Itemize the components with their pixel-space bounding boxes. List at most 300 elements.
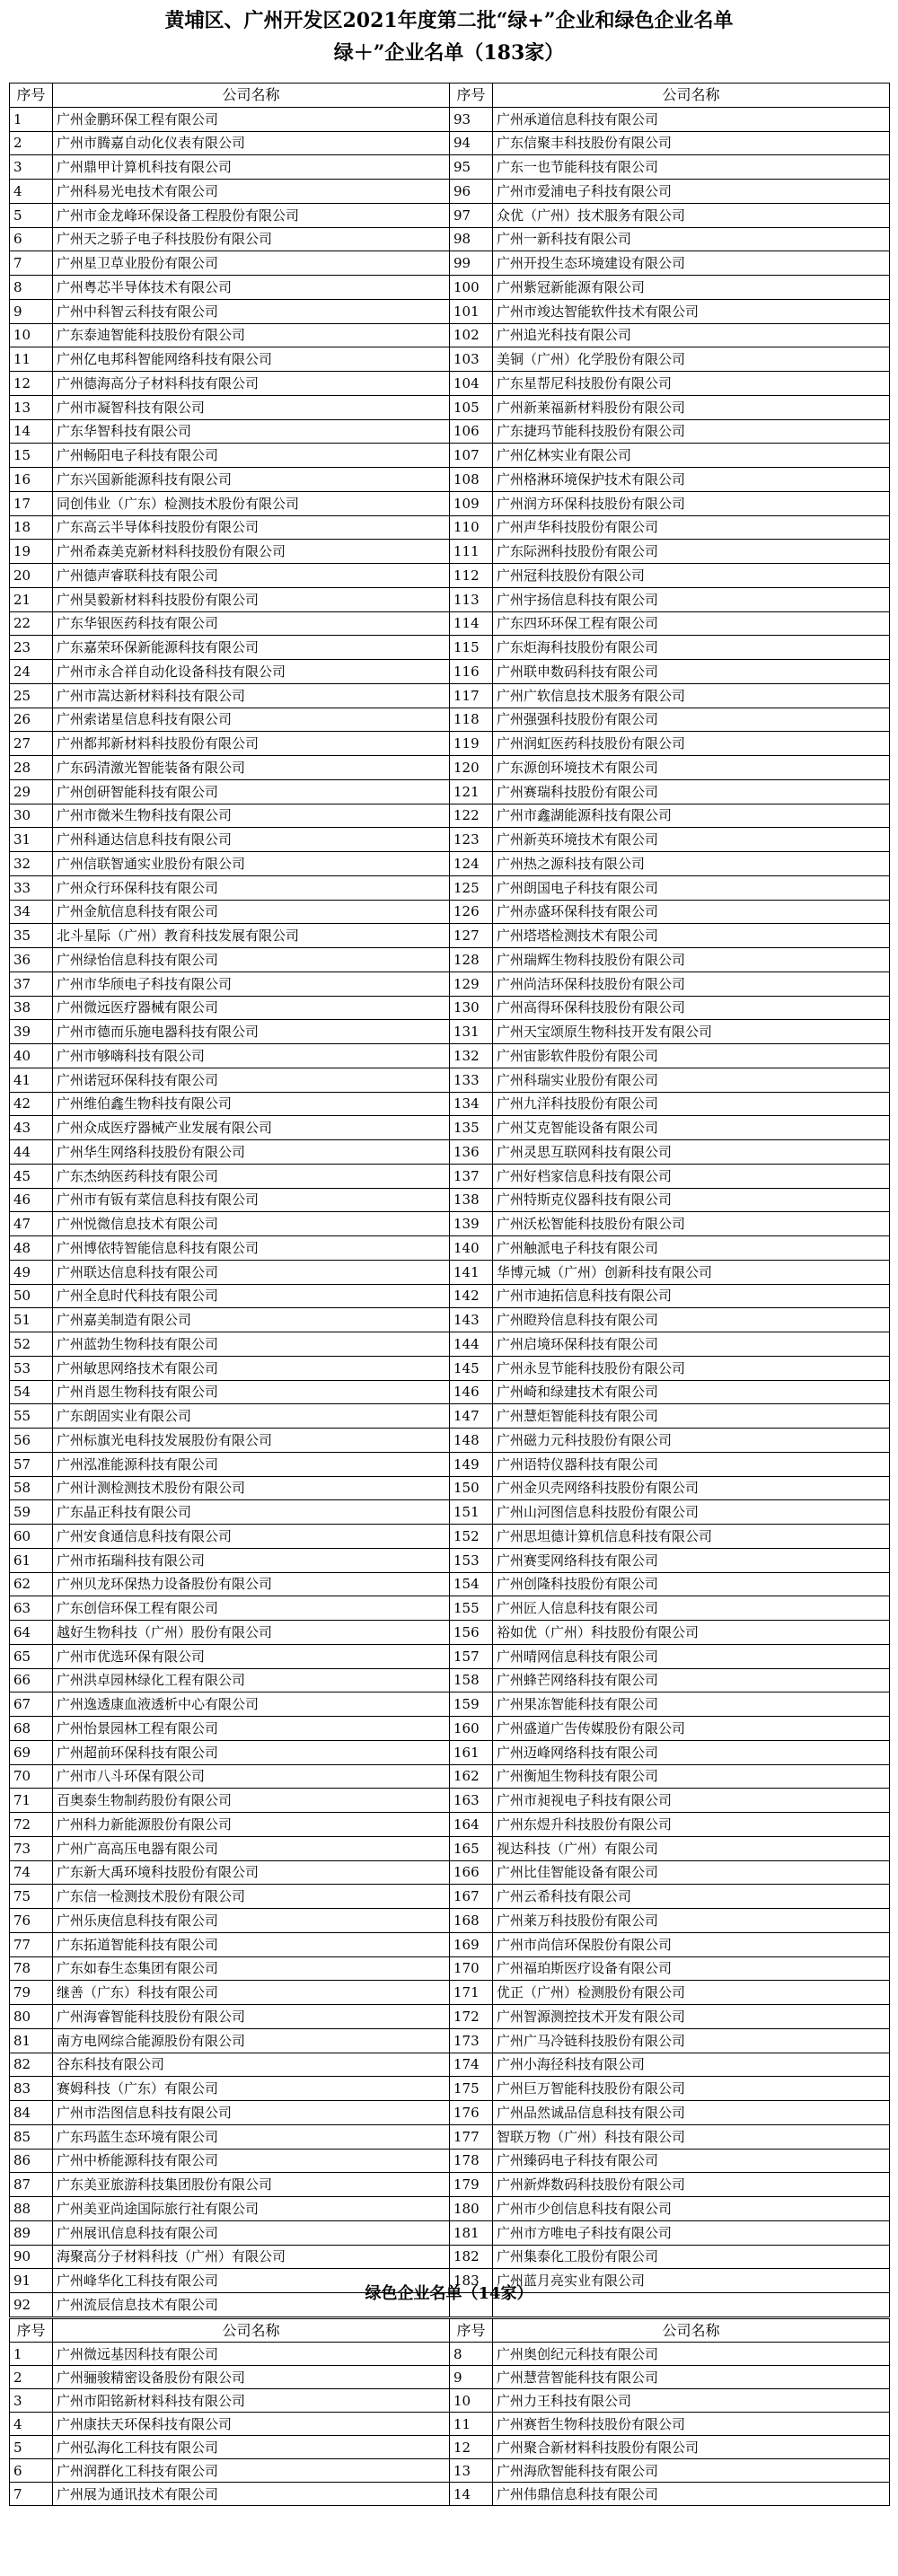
table-row [10,155,890,180]
company-number: 35 [10,924,53,948]
company-number: 115 [450,636,493,660]
company-name: 广州赛雯网络科技有限公司 [493,1548,890,1572]
company-name: 广州承道信息科技有限公司 [493,107,890,131]
company-name: 广州一新科技有限公司 [493,227,890,251]
company-name: 广东朗固实业有限公司 [53,1404,450,1429]
company-name: 谷东科技有限公司 [53,2053,450,2077]
company-name: 继善（广东）科技有限公司 [53,1981,450,2005]
table-row [10,2101,890,2125]
company-name: 广东际洲科技股份有限公司 [493,540,890,564]
table-row [10,1236,890,1261]
company-name: 广州匠人信息科技有限公司 [493,1596,890,1621]
company-number: 157 [450,1644,493,1668]
company-name: 广州联达信息科技有限公司 [53,1260,450,1284]
company-number: 13 [10,395,53,419]
company-number: 144 [450,1332,493,1357]
company-number: 3 [10,2389,53,2413]
table-row [10,660,890,684]
company-number: 152 [450,1525,493,1549]
table-row [10,2389,890,2413]
company-name: 广州流辰信息技术有限公司 [53,2293,450,2317]
table-row [10,1956,890,1981]
company-number: 5 [10,2436,53,2459]
company-name: 广州永昱节能科技股份有限公司 [493,1356,890,1380]
company-name: 广州云希科技有限公司 [493,1885,890,1909]
table-row [10,1092,890,1116]
company-number: 2 [10,131,53,155]
company-number: 37 [10,971,53,996]
company-number: 14 [10,419,53,444]
company-name: 广州全息时代科技有限公司 [53,1284,450,1308]
company-number: 101 [450,299,493,323]
company-name: 广东华银医药科技有限公司 [53,611,450,636]
table-row [10,611,890,636]
company-number: 21 [10,587,53,611]
company-name: 广州聚合新材料科技股份有限公司 [493,2436,890,2459]
company-number: 107 [450,444,493,468]
table-row [10,1476,890,1500]
company-number: 106 [450,419,493,444]
table-row [10,2459,890,2483]
company-name: 越好生物科技（广州）股份有限公司 [53,1621,450,1645]
company-name: 广州市华颀电子科技有限公司 [53,971,450,996]
table-row [10,2077,890,2101]
company-number: 49 [10,1260,53,1284]
company-name: 广州亿林实业有限公司 [493,444,890,468]
company-number: 6 [10,2459,53,2483]
company-number: 11 [450,2413,493,2436]
table-row [10,1668,890,1692]
company-number: 3 [10,155,53,180]
company-name: 广州安食通信息科技有限公司 [53,1525,450,1549]
company-number: 169 [450,1932,493,1956]
company-number: 111 [450,540,493,564]
table-row [10,828,890,852]
company-number: 118 [450,708,493,732]
company-number: 69 [10,1740,53,1764]
table-row [10,1717,890,1741]
company-name: 广州金航信息科技有限公司 [53,900,450,924]
table-row [10,1068,890,1092]
company-name: 广州超前环保科技有限公司 [53,1740,450,1764]
company-name: 广东美亚旅游科技集团股份有限公司 [53,2173,450,2197]
company-name: 视达科技（广州）有限公司 [493,1836,890,1860]
company-name: 广州巨万智能科技股份有限公司 [493,2077,890,2101]
company-number: 66 [10,1668,53,1692]
company-number: 141 [450,1260,493,1284]
company-name: 广州逸透康血液透析中心有限公司 [53,1692,450,1717]
table-row [10,1404,890,1429]
company-name: 广州力王科技有限公司 [493,2389,890,2413]
table-row [10,2483,890,2506]
company-number: 12 [10,372,53,396]
company-name: 广州灵思互联网科技有限公司 [493,1140,890,1165]
company-name: 广东炬海科技股份有限公司 [493,636,890,660]
company-name: 广东捷玛节能科技股份有限公司 [493,419,890,444]
company-name: 美铜（广州）化学股份有限公司 [493,347,890,372]
company-name: 广州都邦新材料科技股份有限公司 [53,732,450,756]
table-row [10,1164,890,1188]
company-number: 38 [10,996,53,1020]
company-number: 124 [450,852,493,876]
company-name: 广州鼎甲计算机科技有限公司 [53,155,450,180]
table-row [10,227,890,251]
table-row [10,444,890,468]
company-number: 95 [450,155,493,180]
company-name: 广东源创环境技术有限公司 [493,756,890,780]
company-name: 广州乐庚信息科技有限公司 [53,1909,450,1933]
company-number: 56 [10,1429,53,1453]
company-number: 87 [10,2173,53,2197]
company-name: 广州弘海化工科技有限公司 [53,2436,450,2459]
company-number: 128 [450,948,493,972]
company-number: 72 [10,1813,53,1837]
company-number: 50 [10,1284,53,1308]
company-number: 153 [450,1548,493,1572]
company-name: 广州衡旭生物科技有限公司 [493,1764,890,1789]
company-name: 广州美亚尚途国际旅行社有限公司 [53,2197,450,2221]
company-number: 91 [10,2269,53,2293]
table-row [10,2005,890,2029]
company-number: 122 [450,804,493,828]
company-name: 广东晶正科技有限公司 [53,1500,450,1525]
table-row [10,2220,890,2245]
header-num: 序号 [450,2319,493,2343]
table-row [10,996,890,1020]
company-name: 广州博依特智能信息科技有限公司 [53,1236,450,1261]
company-name: 广东信一检测技术股份有限公司 [53,1885,450,1909]
table-row [10,1356,890,1380]
table-row [10,1020,890,1044]
company-name: 广州集泰化工股份有限公司 [493,2245,890,2269]
company-number: 2 [10,2366,53,2389]
company-name: 广州新烨数码科技股份有限公司 [493,2173,890,2197]
company-number: 109 [450,491,493,515]
company-number: 9 [10,299,53,323]
table-row [10,1981,890,2005]
company-number: 90 [10,2245,53,2269]
company-number: 94 [450,131,493,155]
company-number: 97 [450,203,493,227]
company-number: 11 [10,347,53,372]
company-name: 广州畅阳电子科技有限公司 [53,444,450,468]
company-name: 广州金鹏环保工程有限公司 [53,107,450,131]
company-name: 广州洪卓园林绿化工程有限公司 [53,1668,450,1692]
company-name: 广州敏思网络技术有限公司 [53,1356,450,1380]
company-number: 55 [10,1404,53,1429]
company-name: 广州贝龙环保热力设备股份有限公司 [53,1572,450,1596]
company-name: 广州肖恩生物科技有限公司 [53,1380,450,1404]
company-name: 广州计测检测技术股份有限公司 [53,1476,450,1500]
company-number: 92 [10,2293,53,2317]
company-number: 18 [10,515,53,540]
company-name: 广东嘉荣环保新能源科技有限公司 [53,636,450,660]
company-name: 广州诺冠环保科技有限公司 [53,1068,450,1092]
company-number: 182 [450,2245,493,2269]
company-name: 广州奥创纪元科技有限公司 [493,2343,890,2366]
table-row [10,1860,890,1885]
company-number: 173 [450,2028,493,2053]
company-name: 广州众行环保科技有限公司 [53,875,450,900]
company-name: 广州科易光电技术有限公司 [53,180,450,204]
table-row [10,1140,890,1165]
table-row [10,419,890,444]
company-name: 广州开投生态环境建设有限公司 [493,251,890,276]
table-row [10,2028,890,2053]
company-name: 广州紫冠新能源有限公司 [493,276,890,300]
table-row [10,1212,890,1236]
table-row [10,1572,890,1596]
company-number: 131 [450,1020,493,1044]
company-number: 112 [450,564,493,588]
company-name: 广州朗国电子科技有限公司 [493,875,890,900]
table-row [10,1644,890,1668]
table-row [10,1596,890,1621]
company-name: 广州盛道广告传媒股份有限公司 [493,1717,890,1741]
company-name: 广州展为通讯技术有限公司 [53,2483,450,2506]
company-number: 82 [10,2053,53,2077]
company-name: 广州怡景园林工程有限公司 [53,1717,450,1741]
company-number: 154 [450,1572,493,1596]
company-name: 广州蓝月亮实业有限公司 [493,2269,890,2293]
company-name: 广州市八斗环保有限公司 [53,1764,450,1789]
company-number: 28 [10,756,53,780]
header-name: 公司名称 [493,84,890,108]
table-row [10,1789,890,1813]
company-name: 广州标旗光电科技发展股份有限公司 [53,1429,450,1453]
company-number: 149 [450,1452,493,1476]
company-number: 104 [450,372,493,396]
company-name: 广东泰迪智能科技股份有限公司 [53,323,450,347]
company-number: 88 [10,2197,53,2221]
table-row [10,636,890,660]
company-name: 百奥泰生物制药股份有限公司 [53,1789,450,1813]
company-number: 46 [10,1188,53,1212]
company-name: 广州市少创信息科技有限公司 [493,2197,890,2221]
company-number: 63 [10,1596,53,1621]
company-number: 132 [450,1044,493,1068]
company-number: 158 [450,1668,493,1692]
company-number: 120 [450,756,493,780]
table-row [10,251,890,276]
company-number: 33 [10,875,53,900]
company-number: 8 [10,276,53,300]
company-name: 广州润虹医药科技股份有限公司 [493,732,890,756]
company-number: 74 [10,1860,53,1885]
table-row [10,107,890,131]
company-number: 178 [450,2149,493,2173]
company-name: 广州市拓瑞科技有限公司 [53,1548,450,1572]
company-name: 广州新英环境技术有限公司 [493,828,890,852]
company-number: 44 [10,1140,53,1165]
company-number: 156 [450,1621,493,1645]
table-row [10,1380,890,1404]
company-number: 7 [10,251,53,276]
company-number: 103 [450,347,493,372]
company-name: 广州创隆科技股份有限公司 [493,1572,890,1596]
company-name: 广州沃松智能科技股份有限公司 [493,1212,890,1236]
company-number: 29 [10,779,53,804]
table-row [10,372,890,396]
company-number: 170 [450,1956,493,1981]
company-name: 广州思坦德计算机信息科技有限公司 [493,1525,890,1549]
company-number: 175 [450,2077,493,2101]
company-name: 广州塔塔检测技术有限公司 [493,924,890,948]
table-row [10,1284,890,1308]
company-name: 广州市金龙峰环保设备工程股份有限公司 [53,203,450,227]
company-number: 179 [450,2173,493,2197]
table-row [10,468,890,492]
header-num: 序号 [10,84,53,108]
company-number: 51 [10,1308,53,1332]
table-row [10,1764,890,1789]
company-name: 广东兴国新能源科技有限公司 [53,468,450,492]
company-number: 143 [450,1308,493,1332]
company-name: 广州迈峰网络科技有限公司 [493,1740,890,1764]
header-name: 公司名称 [53,2319,450,2343]
company-name: 广州科力新能源股份有限公司 [53,1813,450,1837]
company-number: 71 [10,1789,53,1813]
company-number: 83 [10,2077,53,2101]
company-name: 广州维伯鑫生物科技有限公司 [53,1092,450,1116]
company-name: 广州瞪羚信息科技有限公司 [493,1308,890,1332]
company-name: 广州市尚信环保股份有限公司 [493,1932,890,1956]
company-number: 183 [450,2269,493,2293]
company-number: 96 [450,180,493,204]
table-row [10,804,890,828]
company-name: 广州尚洁环保科技股份有限公司 [493,971,890,996]
table-row [10,1332,890,1357]
company-number: 10 [10,323,53,347]
company-name: 广州信联智通实业股份有限公司 [53,852,450,876]
company-name: 广州昊毅新材料科技股份有限公司 [53,587,450,611]
company-number: 47 [10,1212,53,1236]
company-number: 116 [450,660,493,684]
company-name: 广州泓准能源科技有限公司 [53,1452,450,1476]
company-name: 广州赤盛环保科技有限公司 [493,900,890,924]
company-name: 广东星帮尼科技股份有限公司 [493,372,890,396]
company-name: 广州果冻智能科技有限公司 [493,1692,890,1717]
company-number: 7 [10,2483,53,2506]
company-name: 南方电网综合能源股份有限公司 [53,2028,450,2053]
table-row [10,1885,890,1909]
company-name: 北斗星际（广州）教育科技发展有限公司 [53,924,450,948]
company-number: 68 [10,1717,53,1741]
company-name: 广州市微米生物科技有限公司 [53,804,450,828]
company-number: 85 [10,2124,53,2149]
company-number: 164 [450,1813,493,1837]
company-number: 119 [450,732,493,756]
company-number: 77 [10,1932,53,1956]
company-number: 155 [450,1596,493,1621]
company-name: 广州星卫草业股份有限公司 [53,251,450,276]
company-name: 广东一也节能科技有限公司 [493,155,890,180]
table-row [10,564,890,588]
company-number: 9 [450,2366,493,2389]
company-name: 广州海欣智能科技有限公司 [493,2459,890,2483]
company-name: 广州蜂芒网络科技有限公司 [493,1668,890,1692]
company-number: 26 [10,708,53,732]
table-row [10,2053,890,2077]
company-number: 76 [10,1909,53,1933]
green-plus-list-title: 绿＋”企业名单（183家） [333,41,565,65]
company-number: 81 [10,2028,53,2053]
company-number: 130 [450,996,493,1020]
company-name: 广州市优选环保有限公司 [53,1644,450,1668]
company-number: 110 [450,515,493,540]
company-number: 20 [10,564,53,588]
table-row [10,276,890,300]
company-number: 165 [450,1836,493,1860]
company-name: 广州天之骄子电子科技股份有限公司 [53,227,450,251]
table-row [10,779,890,804]
company-number: 99 [450,251,493,276]
table-row [10,2173,890,2197]
table-row [10,683,890,708]
table-row [10,1692,890,1717]
table-row [10,1813,890,1837]
company-name: 广州市阳铭新材料科技有限公司 [53,2389,450,2413]
table-header-row [10,84,890,108]
company-name: 广州德声睿联科技有限公司 [53,564,450,588]
company-number: 123 [450,828,493,852]
company-name: 广州索诺星信息科技有限公司 [53,708,450,732]
company-name: 广州瑞辉生物科技股份有限公司 [493,948,890,972]
company-number: 4 [10,180,53,204]
company-number: 147 [450,1404,493,1429]
table-row [10,540,890,564]
company-number: 117 [450,683,493,708]
company-number: 100 [450,276,493,300]
company-number: 24 [10,660,53,684]
company-number: 105 [450,395,493,419]
company-name: 广东如春生态集团有限公司 [53,1956,450,1981]
table-row [10,515,890,540]
company-name: 广州慧炬智能科技有限公司 [493,1404,890,1429]
header-name: 公司名称 [53,84,450,108]
table-row [10,2436,890,2459]
company-name: 广州宙影软件股份有限公司 [493,1044,890,1068]
table-row [10,299,890,323]
company-name: 广州格淋环境保护技术有限公司 [493,468,890,492]
company-number: 1 [10,2343,53,2366]
company-name: 广州天宝颂原生物科技开发有限公司 [493,1020,890,1044]
company-name: 广州福珀斯医疗设备有限公司 [493,1956,890,1981]
company-name: 广州康扶天环保科技有限公司 [53,2413,450,2436]
company-name: 广州中科智云科技有限公司 [53,299,450,323]
company-name: 广州特斯克仪器科技有限公司 [493,1188,890,1212]
company-name: 海聚高分子材料科技（广州）有限公司 [53,2245,450,2269]
table-row [10,756,890,780]
company-number: 89 [10,2220,53,2245]
header-name: 公司名称 [493,2319,890,2343]
company-name: 广州市爱浦电子科技有限公司 [493,180,890,204]
company-name: 广州微远基因科技有限公司 [53,2343,450,2366]
company-number: 174 [450,2053,493,2077]
company-number: 138 [450,1188,493,1212]
company-number: 75 [10,1885,53,1909]
company-name: 广州东煜升科技股份有限公司 [493,1813,890,1837]
company-number: 67 [10,1692,53,1717]
company-number: 145 [450,1356,493,1380]
company-number: 140 [450,1236,493,1261]
company-name: 广州市迪拓信息科技有限公司 [493,1284,890,1308]
company-number: 134 [450,1092,493,1116]
company-name: 广州追光科技有限公司 [493,323,890,347]
company-name: 优正（广州）检测股份有限公司 [493,1981,890,2005]
company-name: 广东信聚丰科技股份有限公司 [493,131,890,155]
table-row [10,2343,890,2366]
